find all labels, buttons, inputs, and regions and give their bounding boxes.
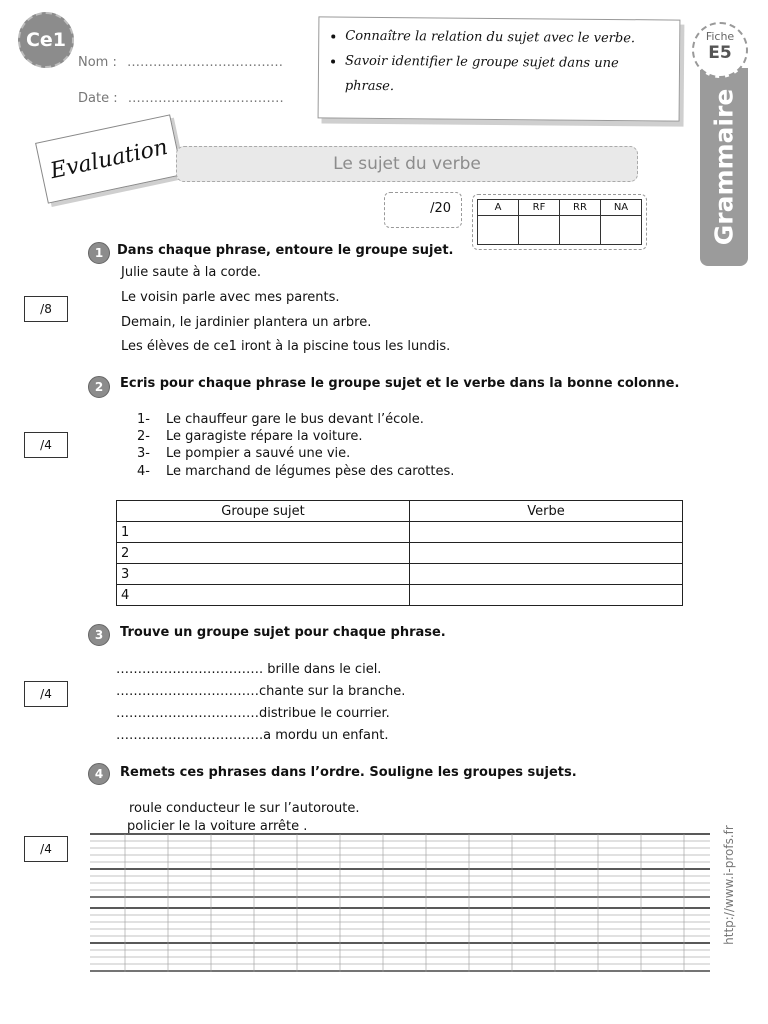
grid-header-a: A bbox=[478, 200, 519, 216]
exercise-number: 2 bbox=[88, 376, 110, 398]
exercise4-words: policier le la voiture arrête . bbox=[127, 819, 308, 834]
subject-label: Grammaire bbox=[709, 88, 739, 246]
exercise3-instruction: Trouve un groupe sujet pour chaque phrase. bbox=[120, 625, 446, 640]
table-header-verb: Verbe bbox=[410, 501, 683, 522]
objective-item: • Connaître la relation du sujet avec le verbe. bbox=[345, 24, 669, 52]
exercise2-sentence bbox=[137, 446, 350, 461]
sentence-text: Le pompier a sauvé une vie. bbox=[166, 446, 351, 461]
date-row bbox=[78, 91, 284, 106]
table-row bbox=[117, 564, 683, 585]
name-dots: ……………………………… bbox=[127, 55, 283, 70]
table-cell-verb[interactable] bbox=[410, 522, 683, 543]
answer-table bbox=[116, 500, 683, 606]
exercise1-sentence[interactable]: Les élèves de ce1 iront à la piscine tous les lundis. bbox=[121, 339, 451, 354]
evaluation-label: Evaluation bbox=[48, 134, 170, 184]
objectives-note bbox=[318, 16, 681, 121]
sentence-text: Le chauffeur gare le bus devant l’école. bbox=[166, 412, 424, 427]
writing-lines[interactable] bbox=[90, 832, 710, 978]
exercise1-mark: /8 bbox=[24, 296, 68, 322]
exercise3-line[interactable]: ……………………………chante sur la branche. bbox=[116, 684, 406, 699]
exercise4-instruction: Remets ces phrases dans l’ordre. Souligne les groupes sujets. bbox=[120, 765, 577, 780]
sentence-text: Le marchand de légumes pèse des carottes. bbox=[166, 464, 455, 479]
sentence-number: 3- bbox=[137, 446, 150, 461]
grid-header-rr: RR bbox=[560, 200, 601, 216]
writing-block-1 bbox=[90, 834, 710, 897]
objective-item: • Savoir identifier le groupe sujet dans une phrase. bbox=[345, 49, 669, 102]
exercise1-sentence[interactable]: Le voisin parle avec mes parents. bbox=[121, 290, 340, 305]
exercise-number: 4 bbox=[88, 763, 110, 785]
table-row bbox=[117, 543, 683, 564]
table-cell-verb[interactable] bbox=[410, 585, 683, 606]
exercise4-words: roule conducteur le sur l’autoroute. bbox=[129, 801, 360, 816]
fiche-badge bbox=[692, 22, 748, 78]
exercise2-instruction: Ecris pour chaque phrase le groupe sujet et le verbe dans la bonne colonne. bbox=[120, 376, 680, 391]
exercise1-sentence[interactable]: Julie saute à la corde. bbox=[121, 265, 262, 280]
exercise-number: 1 bbox=[88, 242, 110, 264]
exercise3-mark: /4 bbox=[24, 681, 68, 707]
sentence-number: 4- bbox=[137, 464, 150, 479]
sentence-number: 2- bbox=[137, 429, 150, 444]
exercise4-mark: /4 bbox=[24, 836, 68, 862]
name-label: Nom : bbox=[78, 55, 117, 70]
exercise2-mark: /4 bbox=[24, 432, 68, 458]
writing-block-2 bbox=[90, 908, 710, 971]
grid-cell[interactable] bbox=[519, 216, 560, 245]
exercise2-sentence bbox=[137, 464, 454, 479]
exercise3-line[interactable]: ……………………………distribue le courrier. bbox=[116, 706, 390, 721]
table-cell-verb[interactable] bbox=[410, 543, 683, 564]
date-label: Date : bbox=[78, 91, 118, 106]
exercise1-sentence[interactable]: Demain, le jardinier plantera un arbre. bbox=[121, 315, 372, 330]
table-header-subject: Groupe sujet bbox=[117, 501, 410, 522]
url-text: http://www.i-profs.fr bbox=[722, 825, 736, 945]
table-cell-subject[interactable]: 2 bbox=[117, 543, 410, 564]
table-row bbox=[117, 585, 683, 606]
fiche-code: E5 bbox=[708, 43, 732, 63]
page-title: Le sujet du verbe bbox=[176, 146, 638, 182]
grid-cell[interactable] bbox=[601, 216, 642, 245]
exercise2-sentence bbox=[137, 412, 424, 427]
grid-cell[interactable] bbox=[560, 216, 601, 245]
total-score: /20 bbox=[430, 201, 451, 216]
exercise1-instruction: Dans chaque phrase, entoure le groupe sujet. bbox=[117, 243, 454, 258]
subject-tab bbox=[700, 68, 748, 266]
fiche-label: Fiche bbox=[705, 30, 735, 43]
level-badge bbox=[18, 12, 74, 68]
total-score-box bbox=[384, 192, 462, 228]
footer-url bbox=[714, 790, 744, 980]
date-dots: ……………………………… bbox=[127, 91, 284, 106]
sentence-number: 1- bbox=[137, 412, 150, 427]
table-row bbox=[117, 522, 683, 543]
exercise-number: 3 bbox=[88, 624, 110, 646]
name-row bbox=[78, 55, 283, 70]
sentence-text: Le garagiste répare la voiture. bbox=[166, 429, 363, 444]
evaluation-grid bbox=[472, 194, 647, 250]
level-label: Ce1 bbox=[25, 29, 67, 51]
table-cell-subject[interactable]: 3 bbox=[117, 564, 410, 585]
table-cell-verb[interactable] bbox=[410, 564, 683, 585]
exercise3-line[interactable]: ……………………………. brille dans le ciel. bbox=[116, 662, 382, 677]
grid-header-na: NA bbox=[601, 200, 642, 216]
exercise3-line[interactable]: …………………………….a mordu un enfant. bbox=[116, 728, 389, 743]
table-cell-subject[interactable]: 1 bbox=[117, 522, 410, 543]
evaluation-tag bbox=[35, 114, 183, 203]
grid-cell[interactable] bbox=[478, 216, 519, 245]
grid-header-rf: RF bbox=[519, 200, 560, 216]
exercise2-sentence bbox=[137, 429, 363, 444]
table-cell-subject[interactable]: 4 bbox=[117, 585, 410, 606]
